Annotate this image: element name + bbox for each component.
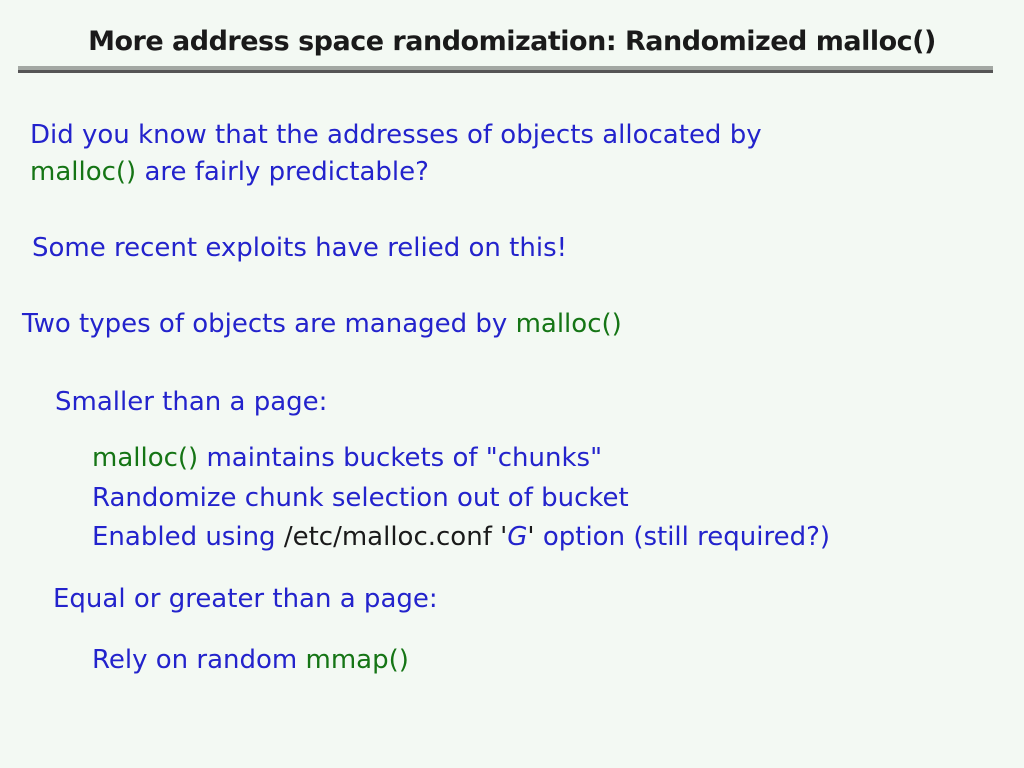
- intro-line-2: [30, 156, 429, 188]
- exploits-line: [32, 232, 567, 264]
- bullet-randomize-line: [92, 482, 629, 514]
- text-segment: Some recent exploits have relied on this!: [32, 233, 568, 263]
- code-term-malloc: malloc(): [30, 157, 137, 187]
- text-segment: Randomize chunk selection out of bucket: [92, 483, 629, 513]
- code-term-malloc: malloc(): [92, 443, 199, 473]
- slide-title: More address space randomization: Randomized malloc(): [88, 26, 936, 57]
- bullet-mmap-line: [92, 644, 409, 676]
- code-term-malloc: malloc(): [515, 309, 622, 339]
- code-term-malloc-conf-path: /etc/malloc.conf: [283, 522, 501, 552]
- quote-mark: ': [527, 522, 543, 552]
- text-segment: maintains buckets of "chunks": [198, 443, 603, 473]
- code-term-mmap: mmap(): [305, 645, 409, 675]
- text-segment: Equal or greater than a page:: [53, 584, 438, 614]
- text-segment: Enabled using: [92, 522, 284, 552]
- bullet-enabled-line: [92, 521, 830, 553]
- text-segment: Rely on random: [92, 645, 306, 675]
- text-segment: Did you know that the addresses of objects allocated by: [30, 120, 762, 150]
- equal-or-greater-heading: [53, 583, 438, 615]
- text-segment: Two types of objects are managed by: [22, 309, 516, 339]
- intro-line-1: [30, 119, 762, 151]
- two-types-line: [22, 308, 622, 340]
- smaller-than-page-heading: [55, 386, 327, 418]
- text-segment: option (still required?): [542, 522, 831, 552]
- title-divider-rule: [18, 66, 993, 73]
- quote-mark: ': [500, 522, 508, 552]
- text-segment: are fairly predictable?: [136, 157, 429, 187]
- text-segment: Smaller than a page:: [55, 387, 328, 417]
- bullet-buckets-line: [92, 442, 602, 474]
- option-flag-g: G: [507, 522, 528, 552]
